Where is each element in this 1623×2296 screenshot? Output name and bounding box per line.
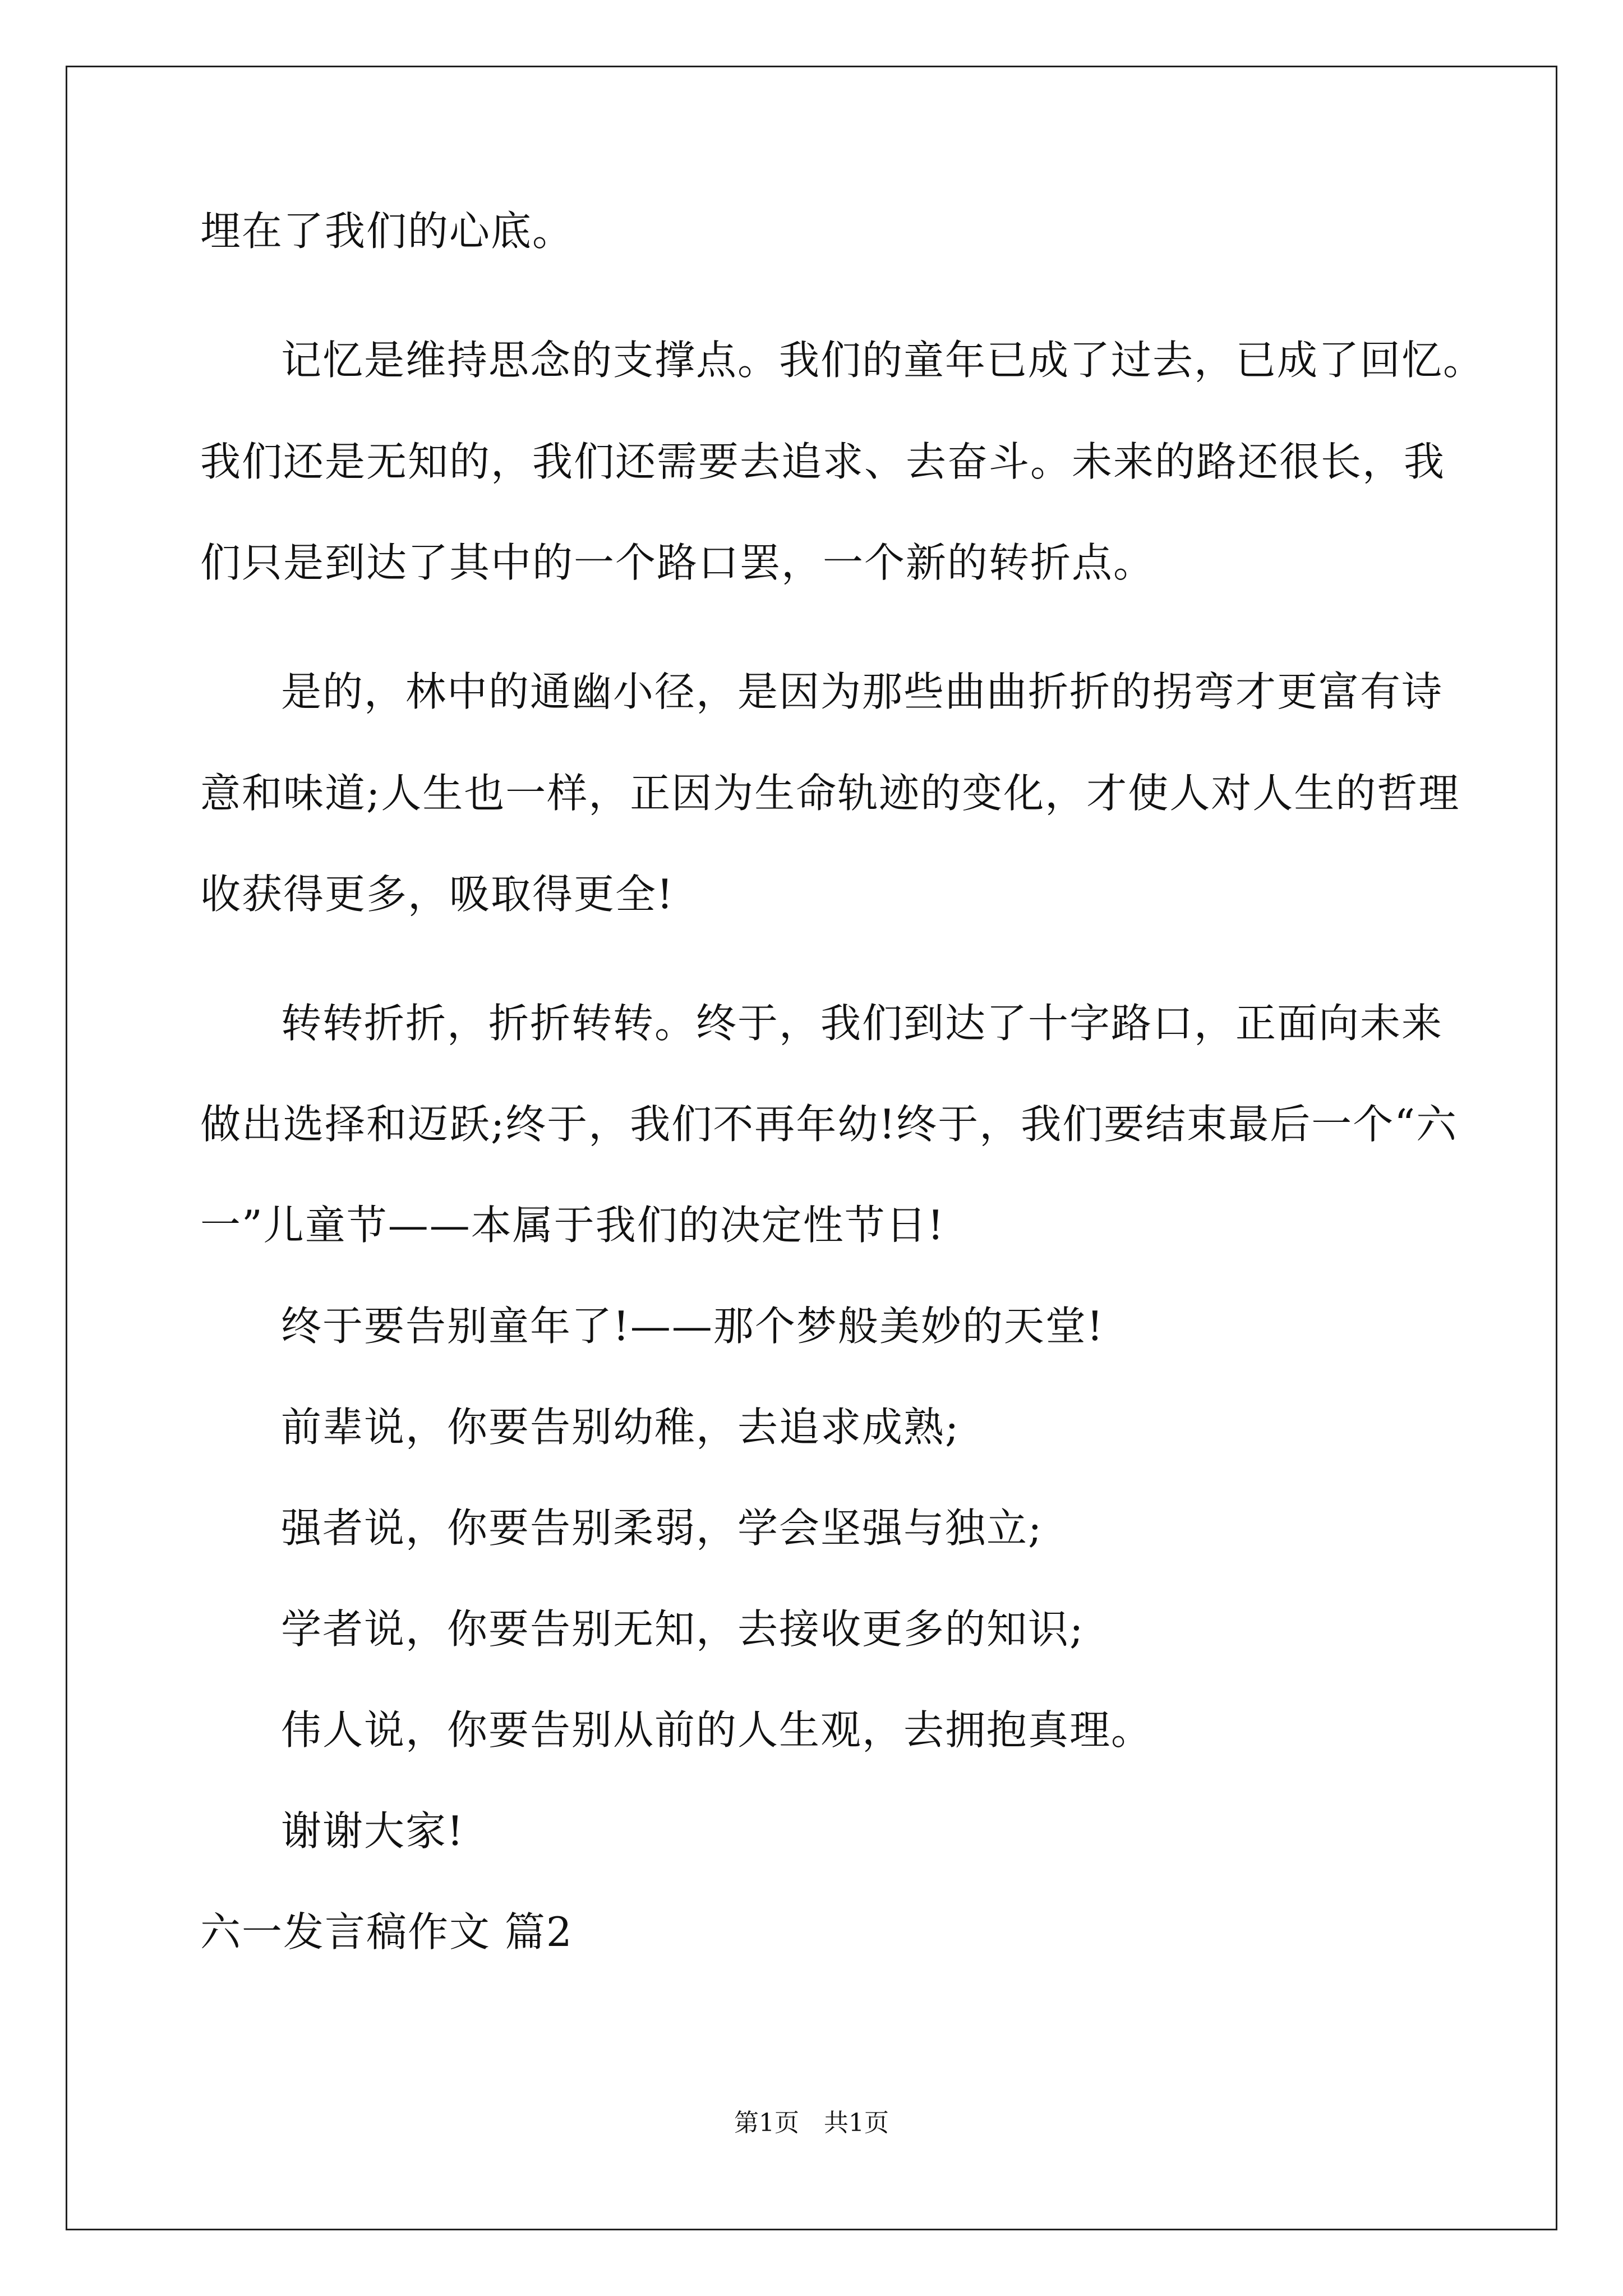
text-line: 埋在了我们的心底。 <box>200 208 574 255</box>
text-line: 做出选择和迈跃;终于，我们不再年幼!终于，我们要结束最后一个“六 <box>200 1101 1458 1148</box>
paragraph-line: 记忆是维持思念的支撑点。我们的童年已成了过去，已成了回忆。 <box>281 337 1485 384</box>
text-line: 我们还是无知的，我们还需要去追求、去奋斗。未来的路还很长，我 <box>200 438 1446 485</box>
paragraph-line: 谢谢大家! <box>281 1807 464 1855</box>
paragraph-line: 是的，林中的通幽小径，是因为那些曲曲折折的拐弯才更富有诗 <box>281 668 1444 715</box>
text-line: 收获得更多，吸取得更全! <box>200 871 674 918</box>
page-footer: 第1页 共1页 <box>734 2109 889 2137</box>
paragraph-line: 强者说，你要告别柔弱，学会坚强与独立; <box>281 1504 1043 1552</box>
text-line: 一”儿童节——本属于我们的决定性节日! <box>200 1202 945 1249</box>
paragraph-line: 终于要告别童年了!——那个梦般美妙的天堂! <box>281 1303 1104 1350</box>
paragraph-line: 学者说，你要告别无知，去接收更多的知识; <box>281 1605 1085 1653</box>
text-line: 们只是到达了其中的一个路口罢，一个新的转折点。 <box>200 539 1155 586</box>
paragraph-line: 伟人说，你要告别从前的人生观，去拥抱真理。 <box>281 1706 1153 1754</box>
text-line: 意和味道;人生也一样，正因为生命轨迹的变化，才使人对人生的哲理 <box>200 770 1460 817</box>
paragraph-line: 前辈说，你要告别幼稚，去追求成熟; <box>281 1404 960 1451</box>
section-heading: 六一发言稿作文 篇2 <box>200 1908 573 1955</box>
paragraph-line: 转转折折，折折转转。终于，我们到达了十字路口，正面向未来 <box>281 1000 1444 1047</box>
